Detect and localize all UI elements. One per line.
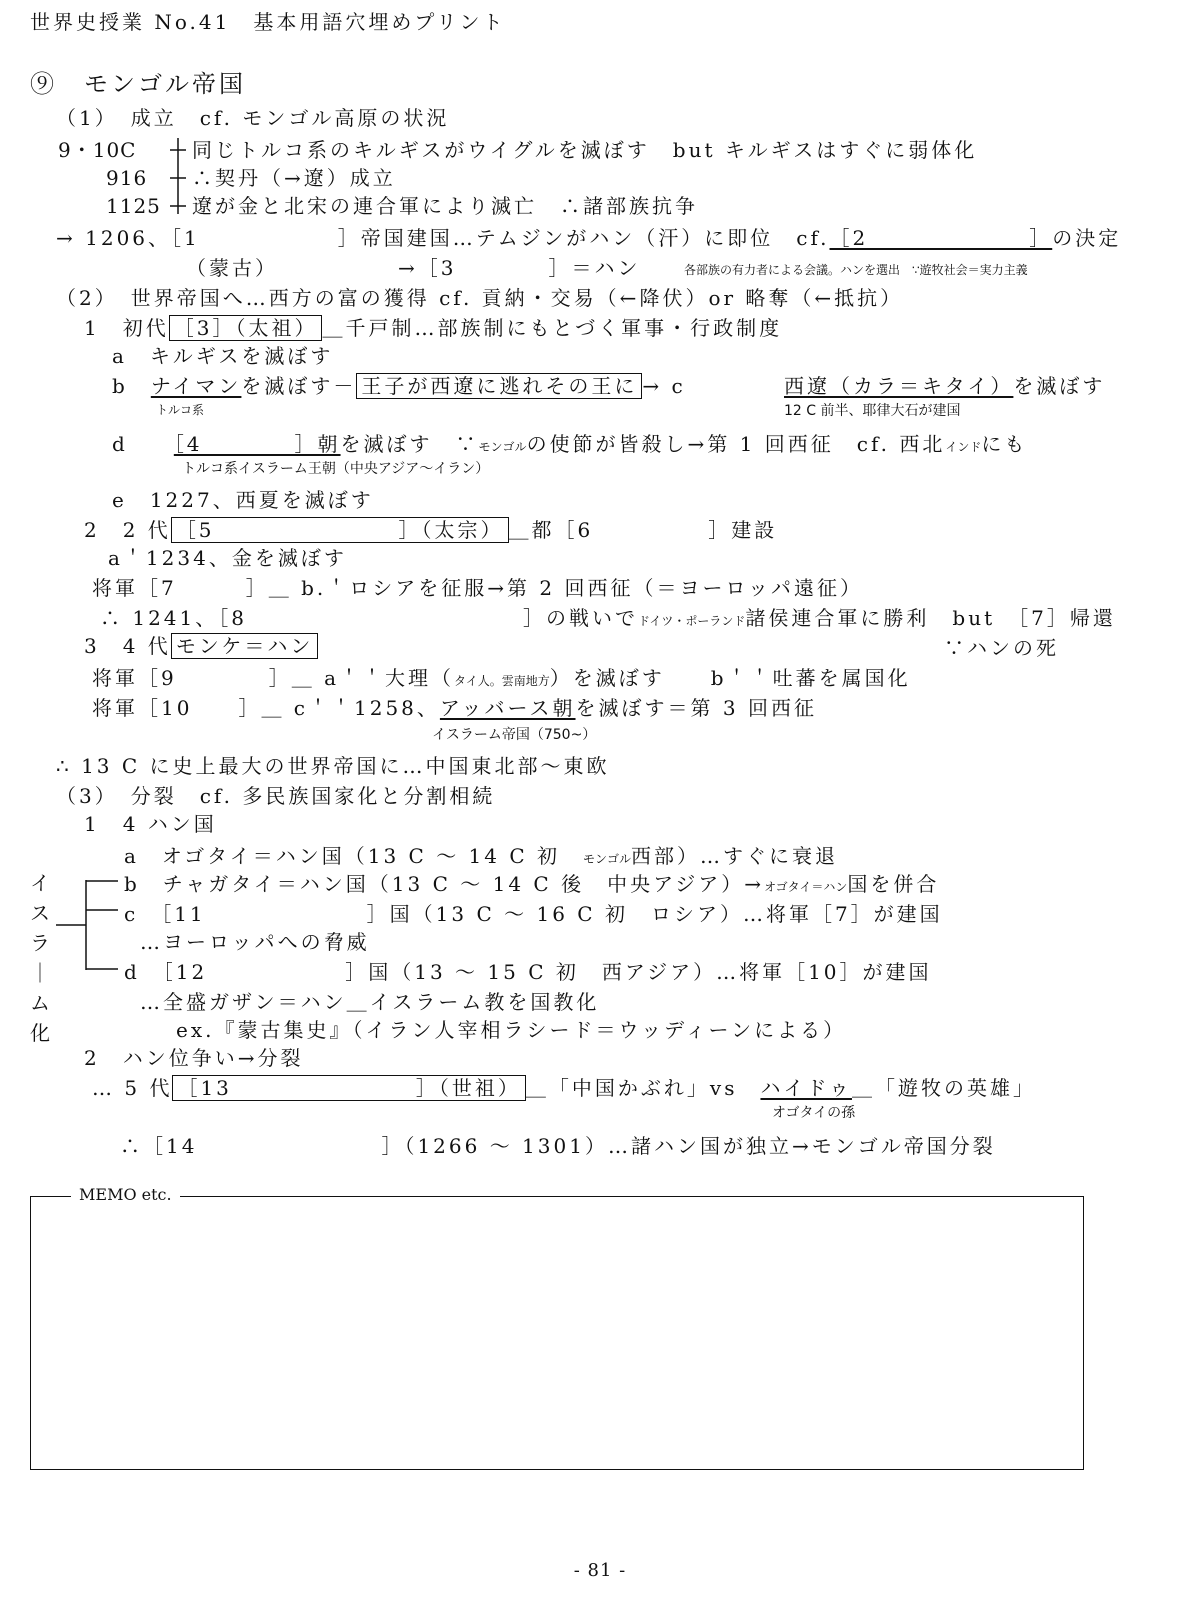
blank-13[interactable]: ［13 ］（世祖） xyxy=(172,1075,525,1101)
prince-box: 王子が西遼に逃れその王に xyxy=(356,373,642,399)
c-end: を滅ぼす xyxy=(1013,374,1106,398)
d-india: インド xyxy=(945,440,982,454)
general-10 xyxy=(92,698,817,718)
blank-5[interactable]: ［5 ］（太宗） xyxy=(171,517,509,543)
khanate-a-pre: a オゴタイ＝ハン国（13 C ～ 14 C 初 xyxy=(124,844,584,868)
naiman-note: トルコ系 xyxy=(156,403,205,417)
line-14: ∴［14 ］（1266 ～ 1301）…諸ハン国が独立→モンゴル帝国分裂 xyxy=(120,1134,996,1158)
khanate-b-hw: オゴタイ＝ハン xyxy=(764,880,848,894)
s1-heading: （1） 成立 cf. モンゴル高原の状況 xyxy=(56,106,450,130)
blank-3-khan[interactable]: →［3 ］＝ハン xyxy=(398,256,641,280)
fifth-gen-post: ＿「遊牧の英雄」 xyxy=(851,1076,1036,1100)
item-a2: a＇1234、金を滅ぼす xyxy=(108,546,347,570)
blank-3-taizu[interactable]: ［3］（太祖） xyxy=(169,315,323,341)
khan-death: ∵ハンの死 xyxy=(944,636,1059,660)
line-1241 xyxy=(100,608,1116,628)
fifth-gen-mid: ＿「中国かぶれ」vs xyxy=(525,1076,761,1100)
d-post3: にも xyxy=(981,432,1028,456)
fourth-gen-label: 3 4 代 xyxy=(84,634,171,658)
s2-heading: （2） 世界帝国へ…西方の富の獲得 cf. 貢納・交易（←降伏）or 略奪（←抵抗） xyxy=(56,286,904,310)
mongol-alias: （蒙古） xyxy=(186,256,278,280)
line-1206-text: → 1206、［1 ］帝国建国…テムジンがハン（汗）に即位 cf. xyxy=(56,226,830,250)
gen10-b: を滅ぼす＝第 3 回西征 xyxy=(575,696,817,720)
khanate-b-pre: b チャガタイ＝ハン国（13 C ～ 14 C 後 中央アジア）→ xyxy=(124,872,765,896)
blank-2[interactable]: ［2 ］ xyxy=(829,226,1053,250)
khanate-a-post: 西部）…すぐに衰退 xyxy=(631,844,839,868)
first-gen-post: ＿千戸制…部族制にもとづく軍事・行政制度 xyxy=(322,316,783,340)
side-char: イ xyxy=(30,871,50,895)
side-char: ス xyxy=(30,901,50,925)
item-fourth-gen xyxy=(84,636,318,656)
xiliao-term: 西遼（カラ＝キタイ） xyxy=(784,374,1014,398)
abbasid-note: イスラーム帝国（750~） xyxy=(432,727,597,743)
blank-4[interactable]: ［4 ］朝 xyxy=(173,432,341,456)
second-gen-label: 2 2 代 xyxy=(84,518,171,542)
s3-heading: （3） 分裂 cf. 多民族国家化と分割相続 xyxy=(56,784,496,808)
gen10-a: 将軍［10 ］＿ c＇＇1258、 xyxy=(92,696,440,720)
khanate-d: d ［12 ］国（13 ～ 15 C 初 西アジア）…将軍［10］が建国 xyxy=(124,960,932,984)
memo-label: MEMO etc. xyxy=(71,1185,180,1204)
summary-13c: ∴ 13 C に史上最大の世界帝国に…中国東北部～東欧 xyxy=(56,754,610,778)
item-second-gen xyxy=(84,520,777,540)
b-mid: を滅ぼす－ xyxy=(241,374,357,398)
islam-bracket xyxy=(56,880,122,980)
islamization-label xyxy=(28,868,52,1048)
second-gen-post: ＿都［6 ］建設 xyxy=(508,518,778,542)
date-1125: 1125 xyxy=(106,194,161,218)
general-7: 将軍［7 ］＿ b.＇ロシアを征服→第 2 回西征（＝ヨーロッパ遠征） xyxy=(92,576,864,600)
item-d xyxy=(112,434,1027,454)
khanate-b-post: 国を併合 xyxy=(847,872,940,896)
kaidu-note: オゴタイの孫 xyxy=(772,1105,856,1121)
date-916: 916 xyxy=(106,166,148,190)
khwarazm-note: トルコ系イスラーム王朝（中央アジア～イラン） xyxy=(182,461,490,477)
d-mongol: モンゴル xyxy=(478,440,527,454)
event-khitan: ∴契丹（→遼）成立 xyxy=(192,166,396,190)
line-1241-a: ∴ 1241、［8 ］の戦いで xyxy=(100,606,638,630)
xiliao-note: 12 C 前半、耶律大石が建国 xyxy=(784,403,961,419)
b-arrow: → c xyxy=(642,374,686,398)
item-b-naiman xyxy=(112,376,686,396)
first-gen-label: 1 初代 xyxy=(84,316,169,340)
gen9-b: ）を滅ぼす b＇＇吐蕃を属国化 xyxy=(549,666,911,690)
section-title: ⑨ モンゴル帝国 xyxy=(30,70,246,98)
abbasid-term: アッバース朝 xyxy=(439,696,576,720)
kaidu-term: ハイドゥ xyxy=(760,1076,852,1100)
timeline-bracket xyxy=(170,138,190,218)
event-kirghiz: 同じトルコ系のキルギスがウイグルを滅ぼす but キルギスはすぐに弱体化 xyxy=(192,138,978,162)
fifth-gen xyxy=(92,1078,1036,1098)
kurultai-note: 各部族の有力者による会議。ハンを選出 ∵遊牧社会＝実力主義 xyxy=(684,263,1028,277)
naiman-term: ナイマン xyxy=(150,374,242,398)
line-1206-end: の決定 xyxy=(1052,226,1122,250)
item-a-kirghiz: a キルギスを滅ぼす xyxy=(112,344,334,368)
khanate-a xyxy=(124,846,838,866)
date-9-10c: 9・10C xyxy=(58,138,137,162)
d-post2: の使節が皆殺し→第 1 回西征 cf. 西北 xyxy=(526,432,946,456)
item-c-xiliao xyxy=(784,376,1105,396)
item-4-khanates: 1 4 ハン国 xyxy=(84,812,217,836)
khanate-c: c ［11 ］国（13 C ～ 16 C 初 ロシア）…将軍［7］が建国 xyxy=(124,902,943,926)
b-label: b xyxy=(112,374,151,398)
item-succession: 2 ハン位争い→分裂 xyxy=(84,1046,304,1070)
khanate-d-ex: ex.『蒙古集史』（イラン人宰相ラシード＝ウッディーンによる） xyxy=(176,1018,847,1042)
khanate-d-note: …全盛ガザン＝ハン＿イスラーム教を国教化 xyxy=(140,990,600,1014)
gen9-a: 将軍［9 ］＿ a＇＇大理（ xyxy=(92,666,455,690)
side-char: ム xyxy=(30,991,50,1015)
memo-box[interactable] xyxy=(30,1185,1084,1470)
line-1206 xyxy=(56,228,1121,248)
d-label: d xyxy=(112,432,128,456)
item-e: e 1227、西夏を滅ぼす xyxy=(112,488,374,512)
item-first-gen xyxy=(84,318,782,338)
side-char: ラ xyxy=(30,931,50,955)
line-1241-b: 諸侯連合軍に勝利 but ［7］帰還 xyxy=(745,606,1116,630)
d-post: を滅ぼす ∵ xyxy=(340,432,479,456)
event-liao-fall: 遼が金と北宋の連合軍により滅亡 ∴諸部族抗争 xyxy=(192,194,698,218)
general-9 xyxy=(92,668,911,688)
khanate-a-hw: モンゴル xyxy=(583,852,632,866)
page-header: 世界史授業 No.41 基本用語穴埋めプリント xyxy=(30,10,506,34)
khanate-c-note: …ヨーロッパへの脅威 xyxy=(140,930,370,954)
fifth-gen-label: … 5 代 xyxy=(92,1076,173,1100)
side-char: 化 xyxy=(30,1021,50,1045)
side-char: ｜ xyxy=(30,961,50,985)
page-number: - 81 - xyxy=(573,1560,627,1581)
gen9-hw: タイ人。雲南地方 xyxy=(454,674,550,688)
khanate-b xyxy=(124,874,939,894)
mongke-box: モンケ＝ハン xyxy=(171,633,319,659)
line-1241-hw: ドイツ・ポーランド xyxy=(637,614,746,628)
